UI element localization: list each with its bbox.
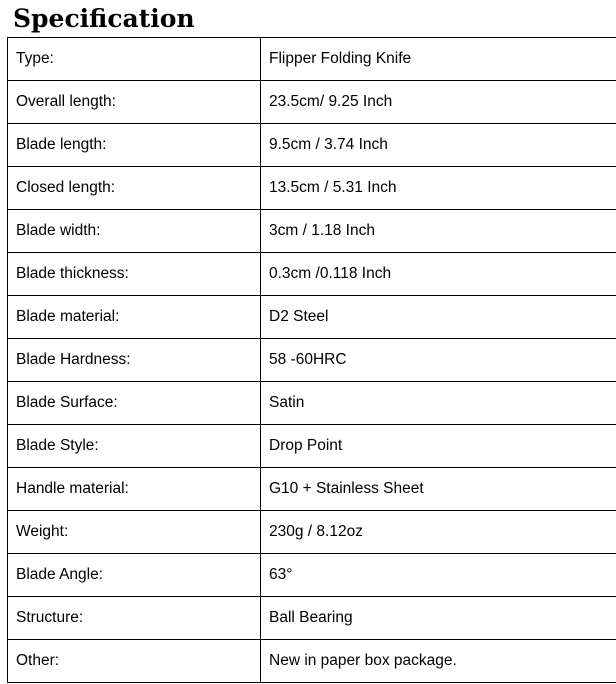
row-label: Other: [8, 640, 261, 683]
row-label: Blade material: [8, 296, 261, 339]
row-value: Drop Point [261, 425, 616, 468]
row-value: Satin [261, 382, 616, 425]
row-value: Ball Bearing [261, 597, 616, 640]
row-value: 23.5cm/ 9.25 Inch [261, 81, 616, 124]
table-row-blade-thickness [8, 253, 616, 296]
table-row-blade-length [8, 124, 616, 167]
row-value: New in paper box package. [261, 640, 616, 683]
row-value: 58 -60HRC [261, 339, 616, 382]
table-row-blade-surface [8, 382, 616, 425]
row-value: 63° [261, 554, 616, 597]
table-row-other [8, 640, 616, 683]
row-value: Flipper Folding Knife [261, 38, 616, 81]
row-label: Blade Hardness: [8, 339, 261, 382]
page-title: Specification [13, 4, 195, 33]
row-value: G10 + Stainless Sheet [261, 468, 616, 511]
row-label: Blade Surface: [8, 382, 261, 425]
row-label: Closed length: [8, 167, 261, 210]
row-value: 3cm / 1.18 Inch [261, 210, 616, 253]
table-row-handle-material [8, 468, 616, 511]
row-value: 13.5cm / 5.31 Inch [261, 167, 616, 210]
row-label: Blade thickness: [8, 253, 261, 296]
row-value: D2 Steel [261, 296, 616, 339]
row-label: Blade Style: [8, 425, 261, 468]
table-row-blade-hardness [8, 339, 616, 382]
row-label: Handle material: [8, 468, 261, 511]
row-label: Blade Angle: [8, 554, 261, 597]
specification-table-body [8, 38, 616, 683]
table-row-closed-length [8, 167, 616, 210]
row-value: 230g / 8.12oz [261, 511, 616, 554]
row-label: Weight: [8, 511, 261, 554]
table-row-blade-style [8, 425, 616, 468]
table-row-blade-width [8, 210, 616, 253]
row-label: Blade length: [8, 124, 261, 167]
row-label: Type: [8, 38, 261, 81]
row-value: 0.3cm /0.118 Inch [261, 253, 616, 296]
row-label: Overall length: [8, 81, 261, 124]
table-row-structure [8, 597, 616, 640]
row-label: Blade width: [8, 210, 261, 253]
row-value: 9.5cm / 3.74 Inch [261, 124, 616, 167]
table-row-weight [8, 511, 616, 554]
row-label: Structure: [8, 597, 261, 640]
specification-table [7, 37, 616, 683]
table-row-blade-material [8, 296, 616, 339]
table-row-blade-angle [8, 554, 616, 597]
table-row-type [8, 38, 616, 81]
table-row-overall-length [8, 81, 616, 124]
